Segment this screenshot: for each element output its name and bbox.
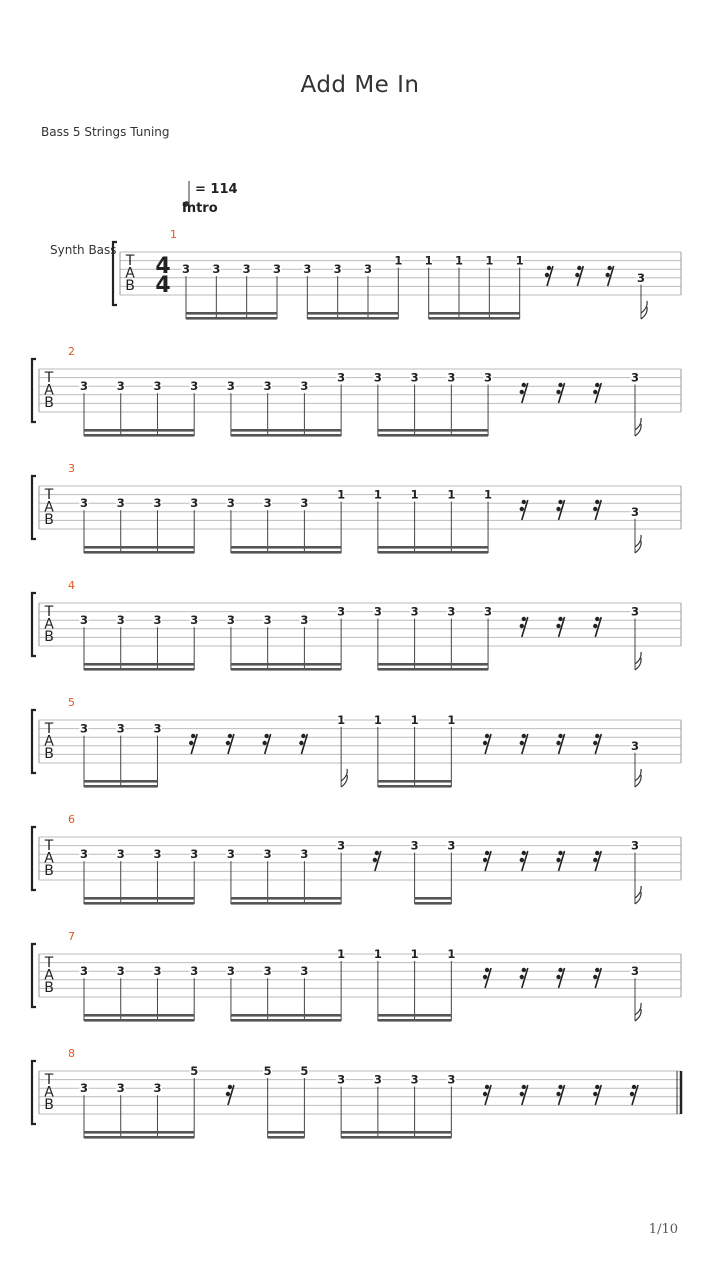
fret-number: 3 — [447, 1072, 456, 1087]
note-beam — [378, 429, 488, 432]
fret-number: 5 — [300, 1064, 309, 1078]
tab-clef-letter: A — [44, 850, 54, 867]
note-beam — [186, 312, 277, 315]
fret-number: 3 — [212, 262, 221, 277]
note-beam — [231, 1019, 341, 1022]
score-title: Add Me In — [300, 72, 420, 98]
note-beam — [429, 317, 520, 320]
tab-clef-letter: T — [44, 487, 54, 503]
measure-number: 6 — [68, 813, 75, 826]
rest-dot — [595, 968, 599, 972]
fret-number: 3 — [630, 604, 640, 619]
rest-dot — [630, 1092, 634, 1096]
rest-dot — [556, 858, 560, 862]
fret-number: 3 — [373, 1072, 382, 1087]
rest-dot — [595, 383, 599, 387]
fret-number: 3 — [630, 738, 640, 753]
fret-number: 3 — [116, 379, 125, 394]
fret-number: 1 — [410, 487, 419, 502]
rest-dot — [520, 624, 524, 628]
instrument-name: Synth Bass — [50, 243, 117, 257]
fret-number: 3 — [410, 604, 419, 619]
tab-clef-letter: T — [44, 955, 54, 971]
fret-number: 1 — [373, 487, 382, 502]
rest-dot — [575, 273, 579, 277]
rest-dot — [556, 1092, 560, 1096]
system-bracket — [32, 1061, 36, 1124]
rest-dot — [593, 975, 597, 979]
note-beam — [231, 546, 341, 549]
rest-dot — [522, 968, 526, 972]
note-beam — [84, 897, 194, 900]
fret-number: 1 — [410, 947, 419, 961]
fret-number: 3 — [190, 964, 199, 979]
note-flag — [635, 535, 641, 547]
rest-dot — [547, 266, 551, 270]
note-beam — [378, 546, 488, 549]
measure-number: 7 — [68, 930, 75, 943]
note-beam — [341, 1136, 451, 1139]
tab-clef-letter: B — [44, 746, 54, 762]
system-bracket — [32, 359, 36, 422]
measure-number: 5 — [68, 696, 75, 709]
fret-number: 3 — [263, 613, 272, 628]
fret-number: 1 — [447, 713, 456, 727]
rest-dot — [264, 734, 268, 738]
fret-number: 3 — [484, 370, 493, 385]
fret-number: 3 — [79, 379, 89, 394]
rest-dot — [593, 1092, 597, 1096]
rest-dot — [520, 741, 524, 745]
tab-clef-letter: T — [44, 604, 54, 620]
fret-number: 3 — [263, 964, 272, 979]
rest-dot — [483, 741, 487, 745]
fret-number: 3 — [226, 379, 235, 394]
rest-dot — [301, 734, 305, 738]
note-beam — [84, 1014, 194, 1017]
rest-dot — [522, 851, 526, 855]
tab-system — [32, 696, 681, 788]
fret-number: 3 — [630, 370, 640, 385]
rest-dot — [520, 858, 524, 862]
tempo-marking — [182, 181, 238, 216]
fret-number: 5 — [263, 1064, 272, 1078]
rest-dot — [595, 617, 599, 621]
rest-dot — [520, 1092, 524, 1096]
note-beam — [231, 551, 341, 554]
measure-number: 3 — [68, 462, 75, 475]
tab-system — [32, 462, 681, 554]
fret-number: 3 — [447, 604, 456, 619]
rest-dot — [556, 390, 560, 394]
rest-dot — [593, 858, 597, 862]
note-beam — [231, 897, 341, 900]
note-beam — [378, 663, 488, 666]
fret-number: 3 — [79, 1081, 89, 1096]
rest-dot — [299, 741, 303, 745]
note-beam — [231, 429, 341, 432]
note-beam — [415, 897, 452, 900]
fret-number: 3 — [226, 847, 235, 862]
fret-number: 3 — [263, 496, 272, 511]
fret-number: 3 — [300, 379, 309, 394]
note-beam — [84, 1136, 194, 1139]
fret-number: 3 — [116, 1081, 125, 1096]
fret-number: 1 — [485, 253, 494, 268]
section-label: Intro — [182, 201, 218, 216]
time-signature-numerator: 4 — [155, 254, 171, 279]
rest-dot — [605, 273, 609, 277]
measure-number: 8 — [68, 1047, 75, 1060]
page-number: 1/10 — [648, 1222, 678, 1237]
note-beam — [378, 780, 451, 783]
fret-number: 3 — [263, 847, 272, 862]
note-flag — [635, 418, 641, 430]
tab-clef-letter: B — [125, 278, 135, 294]
fret-number: 1 — [337, 487, 346, 502]
note-beam — [231, 668, 341, 671]
fret-number: 3 — [153, 496, 162, 511]
fret-number: 3 — [337, 1072, 346, 1087]
system-bracket — [32, 827, 36, 890]
note-beam — [378, 785, 451, 788]
fret-number: 3 — [300, 847, 309, 862]
fret-number: 5 — [190, 1064, 199, 1078]
rest-dot — [558, 617, 562, 621]
rest-dot — [485, 851, 489, 855]
fret-number: 3 — [190, 496, 199, 511]
note-beam — [268, 1136, 305, 1139]
rest-dot — [593, 390, 597, 394]
fret-number: 3 — [153, 964, 162, 979]
note-beam — [268, 1131, 305, 1134]
system-bracket — [32, 944, 36, 1007]
fret-number: 1 — [410, 713, 419, 727]
fret-number: 3 — [410, 838, 419, 853]
fret-number: 3 — [116, 964, 125, 979]
fret-number: 3 — [410, 370, 419, 385]
rest-dot — [558, 500, 562, 504]
fret-number: 3 — [272, 262, 282, 277]
rest-dot — [262, 741, 266, 745]
rest-dot — [485, 968, 489, 972]
system-bracket — [32, 476, 36, 539]
note-flag — [635, 886, 641, 898]
rest-dot — [373, 858, 377, 862]
measure-number: 2 — [68, 345, 75, 358]
fret-number: 3 — [636, 270, 646, 285]
fret-number: 1 — [454, 253, 464, 268]
fret-number: 1 — [515, 253, 524, 268]
rest-dot — [228, 734, 232, 738]
fret-number: 3 — [226, 496, 235, 511]
fret-number: 1 — [424, 253, 433, 268]
rest-dot — [485, 734, 489, 738]
rest-dot — [226, 741, 230, 745]
fret-number: 3 — [630, 504, 640, 519]
fret-number: 1 — [337, 713, 346, 727]
fret-number: 3 — [190, 613, 199, 628]
fret-number: 3 — [300, 613, 309, 628]
note-beam — [378, 668, 488, 671]
tab-clef-letter: T — [125, 253, 135, 269]
note-beam — [84, 429, 194, 432]
rest-dot — [522, 617, 526, 621]
rest-dot — [520, 390, 524, 394]
rest-dot — [577, 266, 581, 270]
note-beam — [84, 551, 194, 554]
rest-dot — [522, 734, 526, 738]
tab-clef-letter: B — [44, 629, 54, 645]
rest-dot — [595, 500, 599, 504]
fret-number: 3 — [337, 370, 346, 385]
tab-clef-letter: A — [44, 382, 54, 399]
fret-number: 3 — [79, 496, 89, 511]
fret-number: 3 — [373, 370, 382, 385]
fret-number: 3 — [153, 847, 162, 862]
tab-clef-letter: A — [44, 499, 54, 516]
rest-dot — [595, 851, 599, 855]
note-beam — [84, 663, 194, 666]
fret-number: 3 — [242, 262, 251, 277]
rest-dot — [593, 624, 597, 628]
fret-number: 3 — [300, 964, 309, 979]
fret-number: 3 — [226, 964, 235, 979]
rest-dot — [522, 500, 526, 504]
rest-dot — [189, 741, 193, 745]
tab-clef-letter: B — [44, 863, 54, 879]
note-flag — [635, 652, 641, 664]
tab-system — [32, 813, 681, 905]
note-beam — [429, 312, 520, 315]
rest-dot — [375, 851, 379, 855]
fret-number: 1 — [394, 253, 403, 268]
fret-number: 3 — [153, 613, 162, 628]
rest-dot — [558, 851, 562, 855]
fret-number: 3 — [153, 379, 162, 394]
fret-number: 3 — [226, 613, 235, 628]
fret-number: 3 — [181, 262, 191, 277]
fret-number: 3 — [630, 838, 640, 853]
fret-number: 1 — [447, 947, 456, 961]
note-beam — [378, 551, 488, 554]
rest-dot — [558, 968, 562, 972]
rest-dot — [522, 383, 526, 387]
rest-dot — [545, 273, 549, 277]
rest-dot — [593, 507, 597, 511]
tab-clef-letter: T — [44, 1072, 54, 1088]
note-beam — [307, 317, 398, 320]
note-beam — [84, 434, 194, 437]
tab-clef-letter: A — [44, 1084, 54, 1101]
fret-number: 1 — [484, 487, 493, 502]
note-flag — [635, 1003, 641, 1015]
note-beam — [378, 1014, 451, 1017]
tab-clef-letter: A — [44, 967, 54, 984]
tuning-label: Bass 5 Strings Tuning — [41, 125, 170, 139]
fret-number: 3 — [79, 847, 89, 862]
fret-number: 3 — [447, 838, 456, 853]
fret-number: 3 — [79, 964, 89, 979]
tab-clef-letter: B — [44, 1097, 54, 1113]
fret-number: 3 — [373, 604, 382, 619]
note-beam — [378, 434, 488, 437]
rest-dot — [520, 507, 524, 511]
note-beam — [84, 1019, 194, 1022]
rest-dot — [226, 1092, 230, 1096]
tab-system — [32, 579, 681, 671]
rest-dot — [558, 734, 562, 738]
system-bracket — [32, 593, 36, 656]
rest-dot — [483, 858, 487, 862]
note-beam — [84, 780, 157, 783]
note-flag — [341, 769, 347, 781]
rest-dot — [607, 266, 611, 270]
fret-number: 1 — [447, 487, 456, 502]
tempo-value: = 114 — [195, 182, 238, 197]
note-beam — [84, 1131, 194, 1134]
fret-number: 1 — [373, 947, 382, 961]
fret-number: 3 — [333, 262, 342, 277]
rest-dot — [520, 975, 524, 979]
tab-system — [32, 1047, 681, 1139]
tab-clef-letter: B — [44, 395, 54, 411]
system-bracket — [32, 710, 36, 773]
fret-number: 3 — [337, 604, 346, 619]
tab-clef-letter: T — [44, 370, 54, 386]
note-flag — [635, 769, 641, 781]
note-beam — [84, 902, 194, 905]
measure-number: 1 — [170, 228, 177, 241]
rest-dot — [228, 1085, 232, 1089]
fret-number: 3 — [153, 1081, 162, 1096]
note-beam — [415, 902, 452, 905]
fret-number: 3 — [484, 604, 493, 619]
fret-number: 3 — [410, 1072, 419, 1087]
fret-number: 3 — [630, 964, 640, 979]
rest-dot — [485, 1085, 489, 1089]
note-beam — [186, 317, 277, 320]
note-beam — [231, 434, 341, 437]
note-beam — [231, 902, 341, 905]
note-beam — [231, 1014, 341, 1017]
fret-number: 3 — [363, 262, 373, 277]
fret-number: 3 — [190, 847, 199, 862]
fret-number: 3 — [153, 721, 162, 736]
system-bracket — [113, 242, 117, 305]
rest-dot — [556, 741, 560, 745]
time-signature-denominator: 4 — [155, 273, 171, 298]
fret-number: 1 — [337, 947, 346, 961]
rest-dot — [556, 975, 560, 979]
note-beam — [307, 312, 398, 315]
fret-number: 1 — [373, 713, 382, 727]
fret-number: 3 — [303, 262, 312, 277]
note-beam — [84, 785, 157, 788]
rest-dot — [483, 975, 487, 979]
fret-number: 3 — [116, 613, 125, 628]
fret-number: 3 — [263, 379, 272, 394]
note-beam — [378, 1019, 451, 1022]
tab-systems — [32, 228, 681, 1139]
rest-dot — [522, 1085, 526, 1089]
fret-number: 3 — [300, 496, 309, 511]
fret-number: 3 — [116, 496, 125, 511]
fret-number: 3 — [79, 613, 89, 628]
tab-system — [32, 930, 681, 1022]
tab-clef-letter: A — [44, 616, 54, 633]
note-beam — [341, 1131, 451, 1134]
fret-number: 3 — [190, 379, 199, 394]
note-beam — [231, 663, 341, 666]
fret-number: 3 — [116, 847, 125, 862]
rest-dot — [191, 734, 195, 738]
tab-clef-letter: B — [44, 512, 54, 528]
fret-number: 3 — [79, 721, 89, 736]
tab-clef-letter: T — [44, 838, 54, 854]
rest-dot — [483, 1092, 487, 1096]
note-beam — [84, 546, 194, 549]
tab-clef-letter: B — [44, 980, 54, 996]
tab-system — [32, 345, 681, 437]
fret-number: 3 — [337, 838, 346, 853]
tab-clef-letter: A — [125, 265, 135, 282]
rest-dot — [593, 741, 597, 745]
rest-dot — [595, 1085, 599, 1089]
rest-dot — [556, 507, 560, 511]
measure-number: 4 — [68, 579, 75, 592]
note-beam — [84, 668, 194, 671]
tab-clef-letter: T — [44, 721, 54, 737]
rest-dot — [558, 1085, 562, 1089]
rest-dot — [558, 383, 562, 387]
rest-dot — [595, 734, 599, 738]
fret-number: 3 — [447, 370, 456, 385]
tab-clef-letter: A — [44, 733, 54, 750]
rest-dot — [632, 1085, 636, 1089]
tab-system — [113, 228, 681, 320]
fret-number: 3 — [116, 721, 125, 736]
rest-dot — [556, 624, 560, 628]
note-flag — [641, 301, 647, 313]
